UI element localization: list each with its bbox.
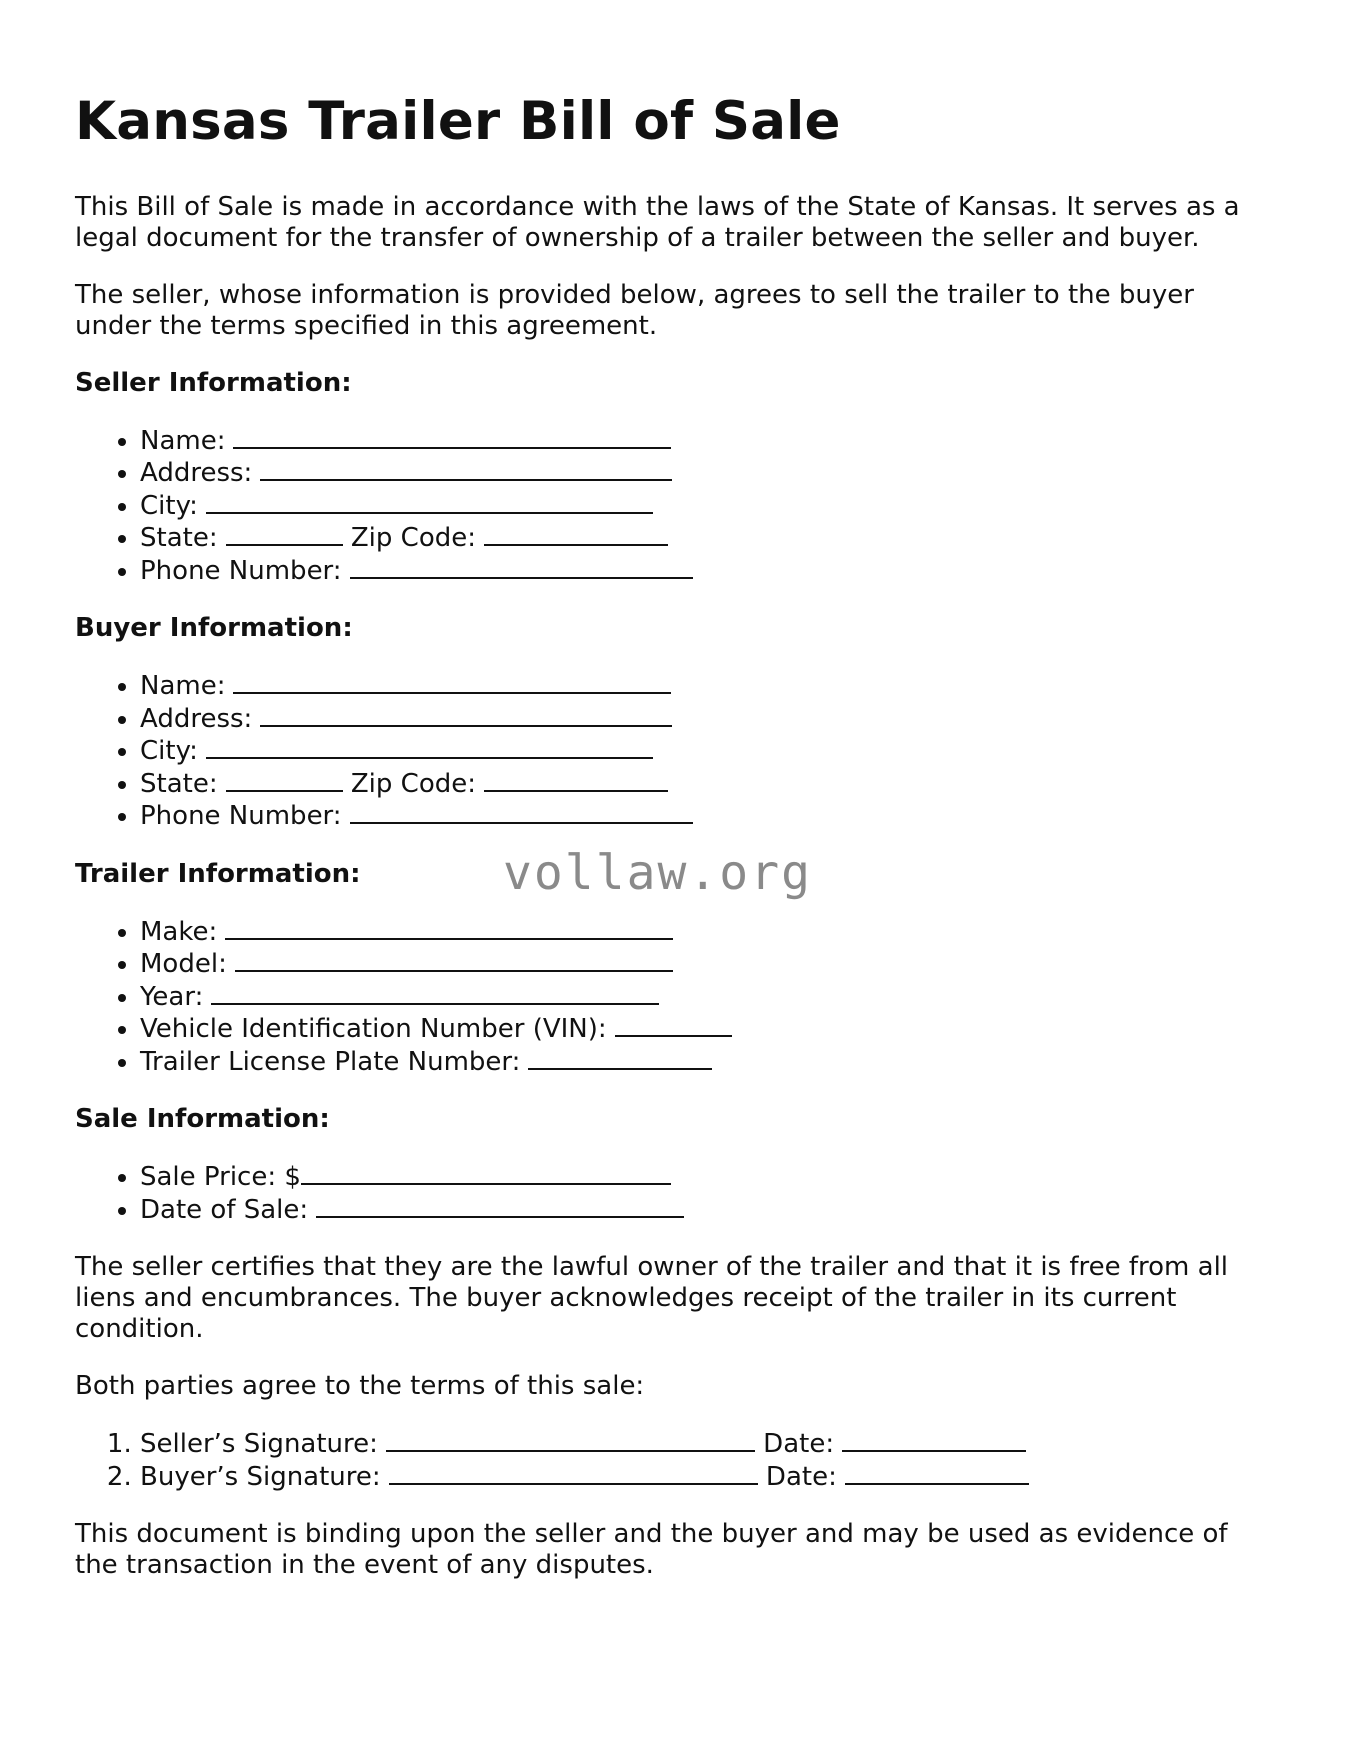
seller-address-blank[interactable] [260,457,672,481]
buyer-address-item [140,703,1275,736]
trailer-plate-item [140,1046,1275,1079]
sale-date-blank[interactable] [316,1194,684,1218]
sale-price-label: Sale Price: $ [140,1162,301,1193]
trailer-make-blank[interactable] [225,916,673,940]
trailer-info-list [75,916,1275,1079]
watermark: vollaw.org [503,845,812,901]
seller-date-label: Date: [763,1429,835,1460]
buyer-signature-label: Buyer’s Signature: [140,1461,381,1492]
seller-name-item [140,425,1275,458]
trailer-make-item [140,916,1275,949]
document-title: Kansas Trailer Bill of Sale [75,91,841,152]
trailer-vin-item [140,1013,1275,1046]
seller-signature-label: Seller’s Signature: [140,1429,378,1460]
trailer-year-item [140,981,1275,1014]
seller-signature-blank[interactable] [386,1428,755,1452]
agreement-paragraph: Both parties agree to the terms of this sale: [75,1371,645,1402]
closing-paragraph: This document is binding upon the seller and the buyer and may be used as evidence of the transaction in the event of any disputes. [75,1519,1228,1581]
seller-state-blank[interactable] [226,522,343,546]
trailer-plate-label: Trailer License Plate Number: [140,1046,521,1077]
buyer-info-list [75,670,1275,833]
trailer-year-blank[interactable] [211,981,659,1005]
sale-date-item [140,1194,1275,1227]
sale-heading: Sale Information: [75,1104,330,1135]
sale-price-blank[interactable] [301,1161,671,1185]
trailer-make-label: Make: [140,916,218,947]
seller-date-blank[interactable] [842,1428,1026,1452]
seller-state-zip-item [140,522,1275,555]
buyer-heading: Buyer Information: [75,613,353,644]
seller-zip-label: Zip Code: [350,523,476,554]
signature-list [75,1428,1275,1493]
buyer-state-blank[interactable] [226,768,343,792]
seller-address-label: Address: [140,458,253,489]
buyer-city-item [140,735,1275,768]
seller-address-item [140,457,1275,490]
seller-state-label: State: [140,523,218,554]
buyer-signature-item [140,1461,1275,1494]
seller-city-item [140,490,1275,523]
seller-signature-item [140,1428,1275,1461]
trailer-model-blank[interactable] [235,948,673,972]
buyer-state-zip-item [140,768,1275,801]
seller-phone-blank[interactable] [350,555,693,579]
intro-paragraph-2: The seller, whose information is provided below, agrees to sell the trailer to the buyer under the terms specified in this agreement. [75,279,1194,341]
trailer-year-label: Year: [140,981,204,1012]
sale-date-label: Date of Sale: [140,1194,309,1225]
buyer-name-label: Name: [140,671,226,702]
buyer-date-label: Date: [765,1461,837,1492]
buyer-address-blank[interactable] [260,703,672,727]
seller-name-label: Name: [140,425,226,456]
trailer-model-item [140,948,1275,981]
buyer-phone-blank[interactable] [350,800,693,824]
intro-paragraph-1: This Bill of Sale is made in accordance with the laws of the State of Kansas. It serves as a legal document for the transfer of ownership of a trailer between the seller and buyer. [75,191,1240,253]
buyer-name-item [140,670,1275,703]
buyer-zip-label: Zip Code: [350,768,476,799]
seller-zip-blank[interactable] [484,522,668,546]
buyer-date-blank[interactable] [845,1461,1029,1485]
seller-phone-item [140,555,1275,588]
buyer-signature-blank[interactable] [389,1461,758,1485]
certification-paragraph: The seller certifies that they are the lawful owner of the trailer and that it is free from all liens and encumbrances. The buyer acknowledges receipt of the trailer in its current condition. [75,1252,1229,1345]
buyer-name-blank[interactable] [233,670,671,694]
buyer-phone-item [140,800,1275,833]
trailer-model-label: Model: [140,949,227,980]
seller-heading: Seller Information: [75,367,352,398]
sale-price-item [140,1161,1275,1194]
trailer-vin-label: Vehicle Identification Number (VIN): [140,1014,607,1045]
buyer-state-label: State: [140,768,218,799]
buyer-zip-blank[interactable] [484,768,668,792]
sale-info-list [75,1161,1275,1226]
seller-city-blank[interactable] [206,490,653,514]
buyer-city-label: City: [140,736,198,767]
buyer-city-blank[interactable] [206,735,653,759]
buyer-address-label: Address: [140,703,253,734]
trailer-plate-blank[interactable] [528,1046,712,1070]
seller-city-label: City: [140,490,198,521]
seller-name-blank[interactable] [233,425,671,449]
trailer-vin-blank[interactable] [615,1013,732,1037]
seller-phone-label: Phone Number: [140,555,342,586]
seller-info-list [75,425,1275,588]
trailer-heading: Trailer Information: [75,858,361,889]
buyer-phone-label: Phone Number: [140,801,342,832]
